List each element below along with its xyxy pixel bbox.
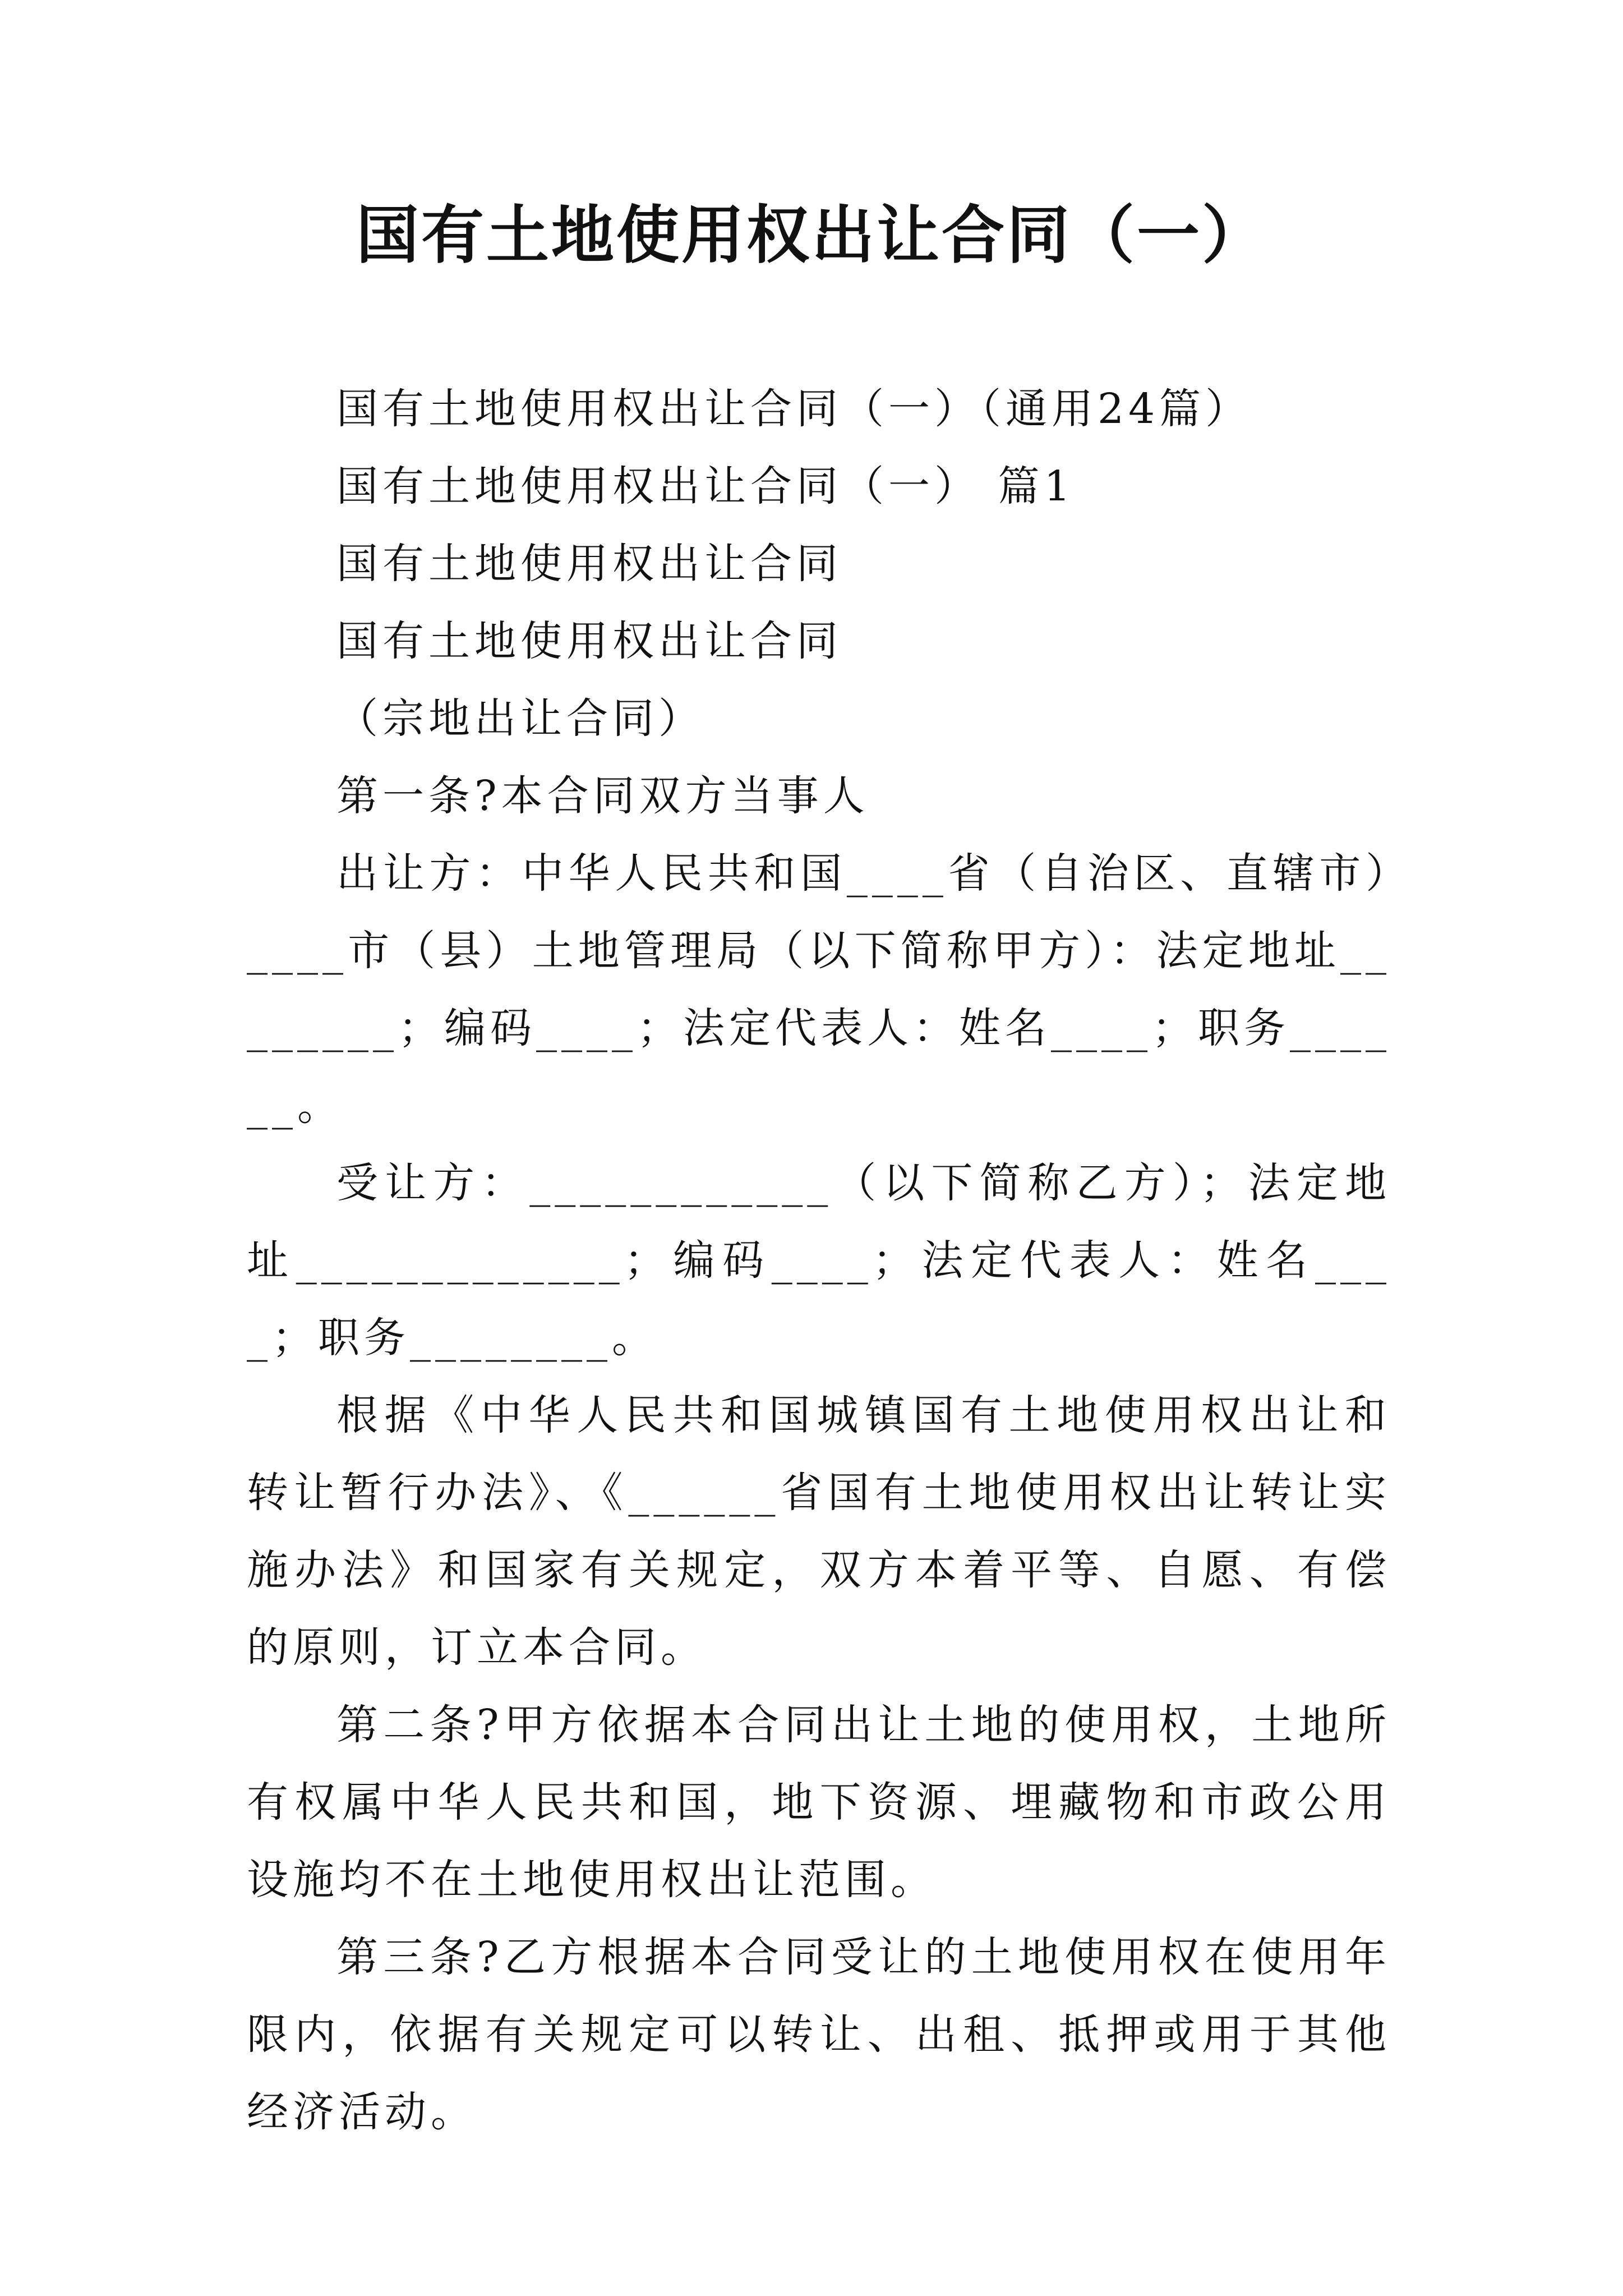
basis-paragraph: 根据《中华人民共和国城镇国有土地使用权出让和转让暂行办法》、《______省国有土地使用权出让转让实施办法》和国家有关规定，双方本着平等、自愿、有偿的原则，订立本合同。 bbox=[247, 1391, 1391, 1672]
article-3-paragraph: 第三条?乙方根据本合同受让的土地使用权在使用年限内，依据有关规定可以转让、出租、抵押或用于其他经济活动。 bbox=[247, 1933, 1391, 2136]
grantor-paragraph: 出让方：中华人民共和国____省（自治区、直辖市）____市（县）土地管理局（以下简称甲方）：法定地址________；编码____；法定代表人：姓名____；职务______。 bbox=[247, 849, 1391, 1130]
contract-name-line: 国有土地使用权出让合同 bbox=[336, 540, 842, 588]
section-heading: 国有土地使用权出让合同（一） 篇1 bbox=[336, 462, 1075, 510]
article-2-paragraph: 第二条?甲方依据本合同出让土地的使用权，土地所有权属中华人民共和国，地下资源、埋藏物和市政公用设施均不在土地使用权出让范围。 bbox=[247, 1701, 1391, 1904]
contract-heading: 国有土地使用权出让合同（一）（通用24篇） bbox=[336, 385, 1252, 433]
contract-subtitle: （宗地出让合同） bbox=[336, 694, 704, 743]
contract-name-line: 国有土地使用权出让合同 bbox=[336, 617, 842, 665]
document-body bbox=[247, 370, 1391, 2151]
document-title: 国有土地使用权出让合同（一） bbox=[356, 199, 1267, 272]
grantee-paragraph: 受让方：____________（以下简称乙方）；法定地址_____________；编码____；法定代表人：姓名____；职务________。 bbox=[247, 1159, 1391, 1362]
article-heading: 第一条?本合同双方当事人 bbox=[336, 772, 869, 820]
